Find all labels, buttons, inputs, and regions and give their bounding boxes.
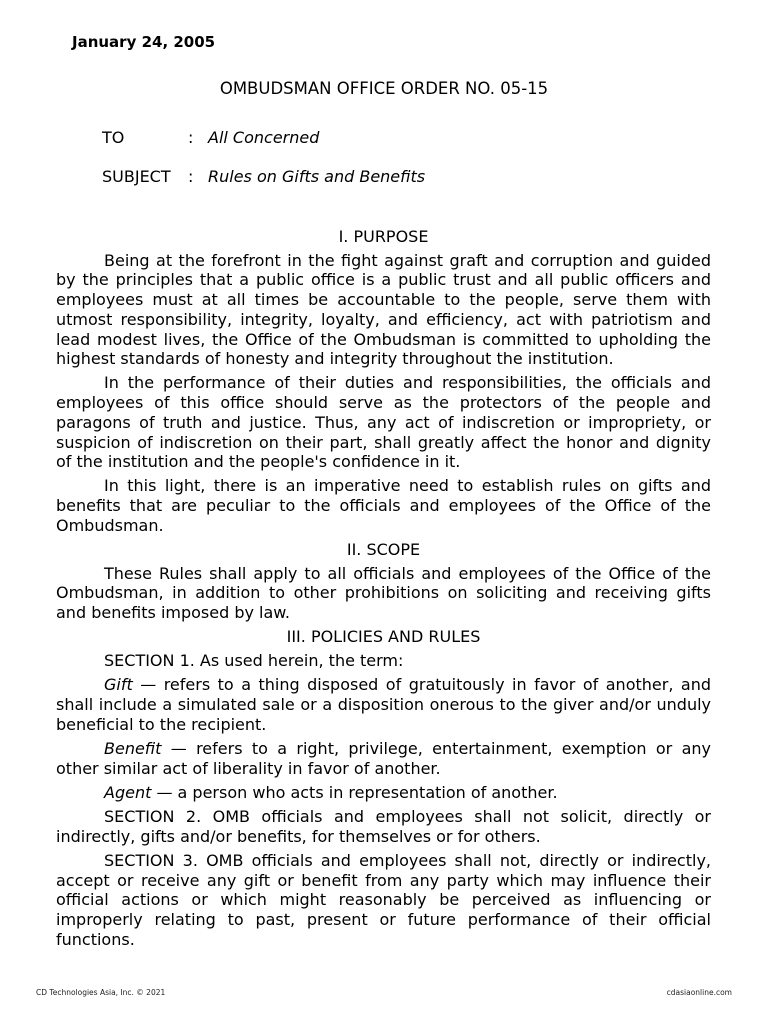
to-line (102, 128, 319, 147)
document-title: OMBUDSMAN OFFICE ORDER NO. 05-15 (219, 79, 549, 98)
purpose-heading: I. PURPOSE (338, 227, 429, 246)
document-body (56, 227, 711, 954)
definition-agent-text: — a person who acts in representation of another. (151, 782, 558, 802)
subject-value: Rules on Gifts and Benefits (208, 167, 426, 186)
section-1: SECTION 1. As used herein, the term: (104, 651, 404, 671)
definition-gift (56, 675, 711, 734)
footer-site-link[interactable]: cdasiaonline.com (666, 988, 732, 997)
definition-benefit-text: — refers to a right, privilege, entertainment, exemption or any other similar act of liberality in favor of another. (56, 738, 711, 778)
definition-benefit-term: Benefit (104, 738, 162, 758)
purpose-paragraph-2: In the performance of their duties and responsibilities, the officials and employees of this office should serve as the protectors of the people and paragons of truth and justice. Thus, any act of indiscretion or impropriety, or suspicion of indiscretion on their part, shall greatly affect the honor and dignity of the institution and the people's confidence in it. (56, 373, 711, 472)
policies-heading: III. POLICIES AND RULES (286, 627, 481, 647)
to-value: All Concerned (208, 128, 320, 147)
to-colon: : (188, 128, 194, 147)
definition-agent-term: Agent (104, 782, 152, 802)
subject-colon: : (188, 167, 194, 186)
subject-line (102, 167, 425, 186)
purpose-paragraph-3: In this light, there is an imperative need to establish rules on gifts and benefits that are peculiar to the officials and employees of the Office of the Ombudsman. (56, 476, 711, 535)
to-label: TO (102, 128, 125, 147)
purpose-paragraph-1: Being at the forefront in the fight against graft and corruption and guided by the principles that a public office is a public trust and all public officers and employees must at all times be accountable to the people, serve them with utmost responsibility, integrity, loyalty, and efficiency, act with patriotism and lead modest lives, the Office of the Ombudsman is committed to upholding the highest standards of honesty and integrity throughout the institution. (56, 250, 711, 369)
document-date: January 24, 2005 (72, 33, 216, 51)
scope-paragraph-1: These Rules shall apply to all officials and employees of the Office of the Ombudsman, in addition to other prohibitions on soliciting and receiving gifts and benefits imposed by law. (56, 563, 711, 623)
section-2: SECTION 2. OMB officials and employees shall not solicit, directly or indirectly, gifts and/or benefits, for themselves or for others. (56, 806, 711, 846)
subject-label: SUBJECT (102, 167, 171, 186)
definition-agent (56, 783, 711, 803)
section-3: SECTION 3. OMB officials and employees shall not, directly or indirectly, accept or receive any gift or benefit from any party which may influence their official actions or which might reasonably be perceived as influencing or improperly relating to past, present or future performance of their official functions. (56, 850, 711, 949)
definition-gift-text: — refers to a thing disposed of gratuitously in favor of another, and shall include a simulated sale or a disposition onerous to the giver and/or unduly beneficial to the recipient. (56, 675, 711, 734)
definition-benefit (56, 739, 711, 778)
definition-gift-term: Gift (104, 675, 133, 695)
scope-heading: II. SCOPE (346, 540, 421, 560)
footer-copyright: CD Technologies Asia, Inc. © 2021 (36, 988, 166, 997)
